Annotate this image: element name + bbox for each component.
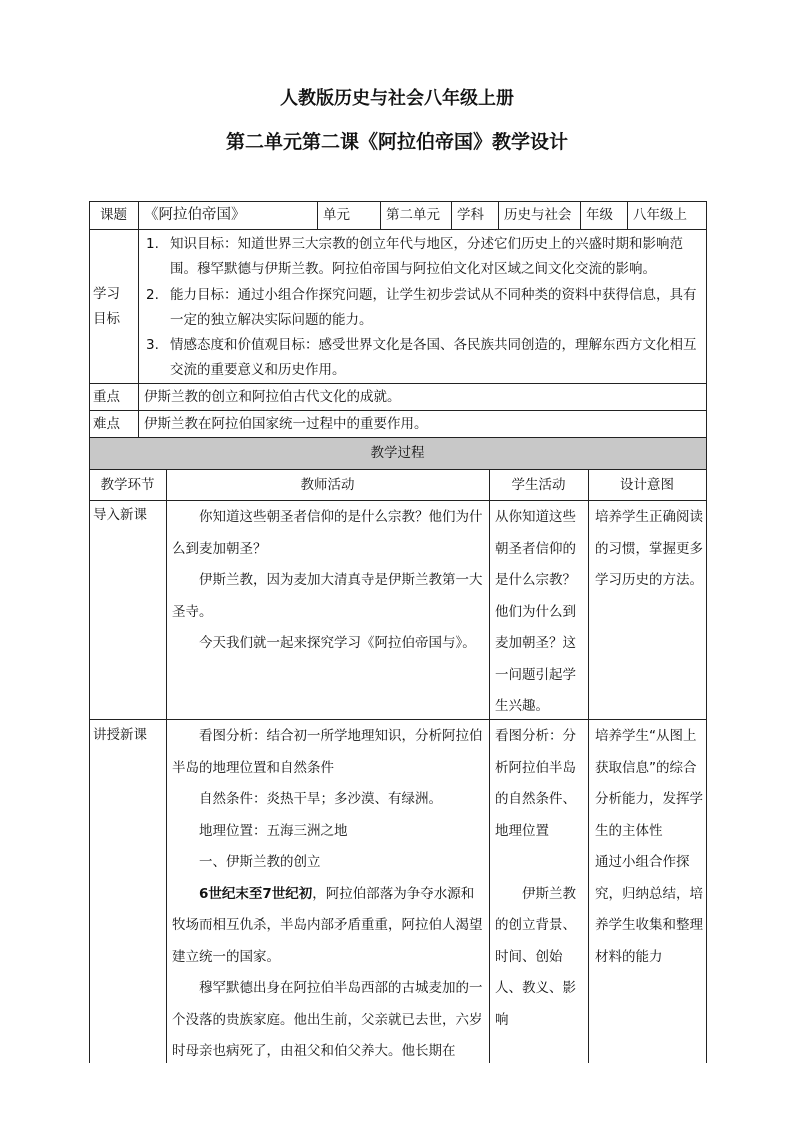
teacher-intro: [172, 502, 484, 660]
table-line: [89, 229, 707, 230]
teacher-new-bold-period: 6世纪末至7世纪初: [199, 885, 313, 902]
col-header-teacher: 教师活动: [300, 476, 355, 493]
grade-label: 年级: [586, 207, 613, 223]
teacher-intro-paragraph: 你知道这些朝圣者信仰的是什么宗教？他们为什么到麦加朝圣？: [172, 509, 483, 557]
intent-new-text: 通过小组合作探究，归纳总结，培养学生收集和整理材料的能力: [595, 854, 703, 965]
grade-value: 八年级上: [633, 207, 687, 223]
col-header-stage: 教学环节: [100, 476, 155, 493]
goal-item: [146, 283, 706, 333]
table-line: [166, 469, 167, 1063]
key-value: 伊斯兰教的创立和阿拉伯古代文化的成就。: [144, 388, 401, 405]
unit-value: 第二单元: [386, 207, 440, 223]
subject-value: 历史与社会: [504, 207, 572, 223]
difficulty-value: 伊斯兰教在阿拉伯国家统一过程中的重要作用。: [144, 415, 428, 432]
teacher-new-paragraph: [172, 879, 484, 974]
goal-number: 1.: [146, 236, 159, 252]
goals-label: [89, 282, 138, 332]
student-new-spacer: [495, 847, 584, 879]
key-label: 重点: [93, 388, 120, 405]
table-line: [89, 719, 707, 720]
table-line: [588, 469, 589, 1063]
teacher-new-paragraph: 穆罕默德出身在阿拉伯半岛西部的古城麦加的一个没落的贵族家庭。他出生前，父亲就已去世，六岁时母亲也病死了，由祖父和伯父养大。他长期在: [172, 980, 483, 1059]
student-intro-text: 从你知道这些朝圣者信仰的是什么宗教？他们为什么到麦加朝圣？这一问题引起学生兴趣。: [495, 509, 576, 714]
stage-intro: 导入新课: [93, 507, 147, 523]
table-line: [89, 500, 707, 501]
intent-new: [595, 721, 703, 973]
student-new-text: 伊斯兰教的创立背景、时间、创始人、教义、影响: [495, 885, 576, 1028]
goal-text: 知识目标：知道世界三大宗教的创立年代与地区，分述它们历史上的兴盛时期和影响范围。穆罕默德与伊斯兰教。阿拉伯帝国与阿拉伯文化对区域之间文化交流的影响。: [170, 236, 683, 277]
intent-intro-text: 培养学生正确阅读的习惯，掌握更多学习历史的方法。: [595, 509, 703, 588]
col-header-student: 学生活动: [511, 476, 566, 493]
student-intro: [495, 502, 584, 723]
goal-number: 3.: [146, 337, 159, 353]
stage-new: 讲授新课: [93, 727, 147, 743]
goal-item: [146, 333, 706, 383]
teacher-new-paragraph: 自然条件：炎热干旱；多沙漠、有绿洲。: [199, 791, 442, 807]
goals-label-line2: 目标: [93, 311, 120, 327]
document-title: 人教版历史与社会八年级上册: [280, 88, 514, 109]
teacher-intro-paragraph: 伊斯兰教，因为麦加大清真寺是伊斯兰教第一大圣寺。: [172, 572, 483, 620]
difficulty-label: 难点: [93, 415, 120, 432]
intent-new-text: 培养学生“从图上获取信息”的综合分析能力，发挥学生的主体性: [595, 728, 703, 839]
table-line: [489, 469, 490, 1063]
goals-label-line1: 学习: [93, 286, 120, 302]
unit-label: 单元: [323, 207, 350, 223]
teacher-new-paragraph: 一、伊斯兰教的创立: [199, 854, 321, 870]
subject-label: 学科: [457, 207, 484, 223]
goal-text: 情感态度和价值观目标：感受世界文化是各国、各民族共同创造的，理解东西方文化相互交流的重要意义和历史作用。: [170, 337, 697, 378]
goal-text: 能力目标：通过小组合作探究问题，让学生初步尝试从不同种类的资料中获得信息，具有一定的独立解决实际问题的能力。: [170, 287, 697, 328]
teacher-intro-paragraph: 今天我们就一起来探究学习《阿拉伯帝国与》。: [199, 635, 476, 651]
student-new-text: 看图分析：分析阿拉伯半岛的自然条件、地理位置: [495, 728, 576, 839]
teacher-new-paragraph: 看图分析：结合初一所学地理知识，分析阿拉伯半岛的地理位置和自然条件: [172, 728, 483, 776]
topic-value: 《阿拉伯帝国》: [144, 207, 246, 223]
process-heading: 教学过程: [370, 445, 425, 461]
table-line: [706, 201, 707, 1063]
teacher-new-paragraph-rest: ，阿拉伯部落为争夺水源和牧场而相互仇杀，半岛内部矛盾重重，阿拉伯人渴望建立统一的国家。: [172, 885, 483, 965]
col-header-intent: 设计意图: [620, 476, 674, 493]
topic-label: 课题: [100, 207, 127, 223]
teacher-new-paragraph: 地理位置：五海三洲之地: [199, 822, 348, 839]
intent-intro: [595, 502, 703, 597]
goal-number: 2.: [146, 287, 159, 303]
student-new: [495, 721, 584, 1036]
goal-item: [146, 232, 706, 282]
teacher-new: [172, 721, 484, 1068]
document-subtitle: 第二单元第二课《阿拉伯帝国》教学设计: [225, 131, 568, 153]
